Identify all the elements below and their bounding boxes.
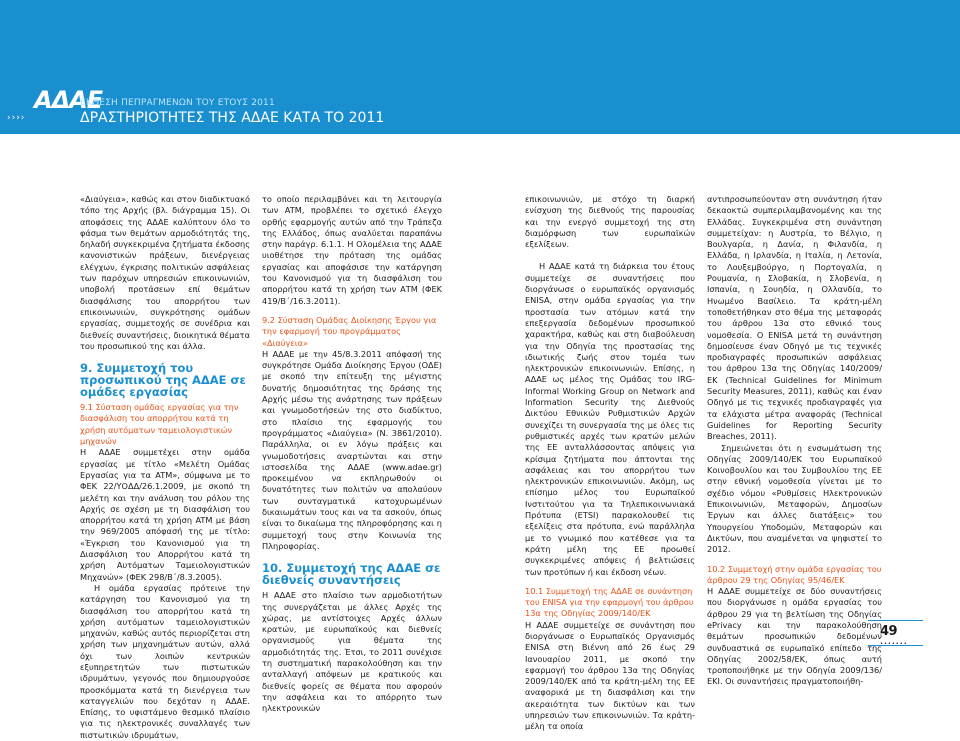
text-column-2 bbox=[262, 194, 442, 714]
page-header bbox=[0, 0, 960, 134]
paragraph: Η ομάδα εργασίας πρότεινε την κατάργηση του Κανονισμού για τη διασφάλιση του απορρήτου κατά τη χρήση αυτόματων ταμειολογιστικών μηχανών, καθώς αυτός περιορίζεται στη χρήση των μηχανημάτων αυτών, αλλά όχι των λοιπών κεντρικών εξυπηρετητών των πιστωτικών ιδρυμάτων, γεγονός που δημιουργούσε προσκόμματα κατά τη διενέργεια των καταγγελιών που δεχόταν η ΑΔΑΕ. Επίσης, το υφιστάμενο θεσμικό πλαίσιο για τις ηλεκτρονικές συναλλαγές των πιστωτικών ιδρυμάτων, bbox=[80, 582, 250, 740]
paragraph: «Διαύγεια», καθώς και στον διαδικτυακό τόπο της Αρχής (βλ. διάγραμμα 15). Οι αποφάσεις της ΑΔΑΕ καλύπτουν όλο το φάσμα των θεμάτων αρμοδιότητάς της, δηλαδή συγκεκριμένα ζητήματα έκδοσης κανονιστικών πράξεων, διενέργειας ελέγχων, έγκρισης πολιτικών ασφάλειας των παρόχων υπηρεσιών επικοινωνιών, υποβολή προτάσεων επί θεμάτων διασφάλισης του απορρήτου των επικοινωνιών, συγκρότησης ομάδων εργασίας, συμμετοχής σε συνέδρια και διεθνείς συναντήσεις, διοικητικά θέματα του προσωπικού της και άλλα. bbox=[80, 194, 251, 351]
paragraph: Η ΑΔΑΕ συμμετείχε σε συνάντηση που διοργάνωσε ο Ευρωπαϊκός Οργανισμός ENISA στη Βιέννη από 26 έως 29 Ιανουαρίου 2011, με σκοπό την εφαρμογή του άρθρου 13α της Οδηγίας 2009/140/ΕΚ από τα κράτη-μέλη της ΕΕ αναφορικά με τη διασφάλιση και την ακεραιότητα των δικτύων και των υπηρεσιών των επικοινωνιών. Τα κράτη-μέλη τα οποία bbox=[525, 619, 695, 732]
adae-logo: ΑΔΑΕ bbox=[34, 86, 103, 114]
paragraph: αντιπροσωπεύονταν στη συνάντηση ήταν δεκαοκτώ συμπεριλαμβανομένης και της Ελλάδας. Συγκεκριμένα στη συνάντηση συμμετείχαν: η Αυστρία, το Βέλγιο, η Βουλγαρία, η Δανία, η Φιλανδία, η Ελλάδα, η Ιρλανδία, η Ιταλία, η Λετονία, το Λουξεμβούργο, η Πορτογαλία, η Ρουμανία, η Σλοβακία, η Σλοβενία, η Ισπανία, η Σουηδία, η Ολλανδία, το Ηνωμένο Βασίλειο. Τα κράτη-μέλη τοποθετήθηκαν στο θέμα της μεταφοράς του άρθρου 13α στο εθνικό τους νομοθεσία. Ο ENISA μετά τη συνάντηση δημοσίευσε έναν Οδηγό με τις τεχνικές προδιαγραφές προσωπικών ασφάλειας του άρθρου 13α της Οδηγίας 140/2009/ΕΚ (Technical Guidelines for Minimum Security Measures, 2011), καθώς και έναν Οδηγό με τις τεχνικές προδιαγραφές για τα ελάχιστα μέτρα αναφοράς (Technical Guidelines for Reporting Security Breaches, 2011). bbox=[707, 194, 882, 442]
paragraph: Σημειώνεται ότι η ενσωμάτωση της Οδηγίας 2009/140/ΕΚ του Ευρωπαϊκού Κοινοβουλίου και του Συμβουλίου της ΕΕ στην εθνική νομοθεσία γίνεται με το σχέδιο νόμου «Ρυθμίσεις Ηλεκτρονικών Επικοινωνιών, Μεταφορών, Δημοσίων Έργων και άλλες διατάξεις» του Υπουργείου Υποδομών, Μεταφορών και Δικτύων, που αναμένεται να ψηφιστεί το 2012. bbox=[707, 442, 882, 555]
chevron-right-icon: ›››› bbox=[7, 113, 26, 123]
section-heading-10: 10. Συμμετοχή της ΑΔΑΕ σε διεθνείς συναντήσεις bbox=[262, 561, 441, 588]
paragraph: Η ΑΔΑΕ με την 45/8.3.2011 απόφασή της συγκρότησε Ομάδα Διοίκησης Έργου (ΟΔΕ) με σκοπό την επίτευξη της μέγιστης δυνατής δημοσιότητας της δράσης της Αρχής μέσω της ανάρτησης των πράξεων και γνωμοδοτήσεών της στο διαδίκτυο, στο πλαίσιο της εφαρμογής του προγράμματος «Διαύγεια» (Ν. 3861/2010). Παράλληλα, οι εν λόγω πράξεις και γνωμοδοτήσεις αναρτώνται και στην ιστοσελίδα της ΑΔΑΕ (www.adae.gr) προκειμένου να εκπληρωθούν οι δυνατότητες των πολιτών να απολαύουν των συνταγματικά κατοχυρωμένων δικαιωμάτων τους και να τα ασκούν, όπως είναι το δικαίωμα της πληροφόρησης και η συμμετοχή τους στην Κοινωνία της Πληροφορίας. bbox=[262, 348, 442, 551]
paragraph: το οποίο περιλαμβάνει και τη λειτουργία των ATM, προβλέπει το σχετικό έλεγχο ορθής εφαρμογής αυτών από την Τράπεζα της Ελλάδος, όπως αναλύεται παραπάνω στην παράγρ. 6.1.1. Η Ολομέλεια της ΑΔΑΕ υιοθέτησε την πρόταση της ομάδας εργασίας και αποφάσισε την κατάργηση του Κανονισμού για τη διασφάλιση του απορρήτου κατά τη χρήση των ΑΤΜ (ΦΕΚ 419/Β΄/16.3.2011). bbox=[262, 194, 442, 306]
paragraph: επικοινωνιών, με στόχο τη διαρκή ενίσχυση της διεθνούς της παρουσίας και την ενεργό συμμετοχή της στη διαμόρφωση των ευρωπαϊκών εξελίξεων. bbox=[525, 194, 695, 250]
subsection-heading-9-1: 9.1 Σύσταση ομάδας εργασίας για την διασφάλιση του απορρήτου κατά τη χρήση αυτόματων ταμειολογιστικών μηχανών bbox=[80, 402, 239, 447]
text-column-3 bbox=[525, 194, 695, 733]
section-title: ΔΡΑΣΤΗΡΙΟΤΗΤΕΣ ΤΗΣ ΑΔΑΕ ΚΑΤΑ ΤΟ 2011 bbox=[80, 110, 385, 126]
report-subtitle: ΕΚΘΕΣΗ ΠΕΠΡΑΓΜΕΝΩΝ ΤΟΥ ΕΤΟΥΣ 2011 bbox=[80, 98, 275, 108]
section-heading-9: 9. Συμμετοχή του προσωπικού της ΑΔΑΕ σε ομάδες εργασίας bbox=[80, 361, 246, 400]
paragraph: Η ΑΔΑΕ στο πλαίσιο των αρμοδιοτήτων της συνεργάζεται με άλλες Αρχές της χώρας, με αντίστοιχες Αρχές άλλων κρατών, με ευρωπαϊκούς και διεθνείς οργανισμούς για θέματα της αρμοδιότητάς της. Έτσι, το 2011 συνέχισε τη συστηματική παρακολούθηση και την ανταλλαγή απόψεων με κρατικούς και διεθνείς φορείς σε θέματα που αφορούν την ασφάλεια και το απόρρητο των ηλεκτρονικών bbox=[262, 590, 442, 714]
page-number: 49 bbox=[880, 624, 898, 639]
paragraph: Η ΑΔΑΕ κατά τη διάρκεια του έτους συμμετείχε σε συναντήσεις που διοργάνωσε ο ευρωπαϊκός οργανισμός ENISA, στην ομάδα εργασίας για την προστασία των ατόμων κατά την επεξεργασία δεδομένων προσωπικού χαρακτήρα, καθώς και στη διαβούλευση για την Οδηγία της προστασίας της ιδιωτικής ζωής στον τομέα των ηλεκτρονικών επικοινωνιών. Επίσης, η ΑΔΑΕ ως μέλος της Ομάδας του IRG-Informal Working Group on Network and Information Security της Διεθνούς Δικτύου Εθνικών Ρυθμιστικών Αρχών συνεχίζει τη συνεργασία της με όλες τις ρυθμιστικές αρχές των κρατών μελών της ΕΕ ανταλλάσσοντας απόψεις για κρίσιμα ζητήματα που άπτονται της ασφάλειας και του απορρήτου των ηλεκτρονικών επικοινωνιών. Ακόμη, ως επίσημο μέλος του Ευρωπαϊκού Ινστιτούτου για τα Τηλεπικοινωνιακά Πρότυπα (ETSI) παρακολουθεί τις εξελίξεις στα πρότυπα, ενώ παράλληλα με το γνωμικό που κατέθεσε για τα κράτη μέλη της ΕΕ προωθεί συγκεκριμένες απόψεις ή βελτιώσεις των προτύπων ή και έκδοση νέων. bbox=[525, 261, 695, 577]
page-dots: ••••••• bbox=[880, 641, 908, 647]
subsection-heading-9-2: 9.2 Σύσταση Ομάδας Διοίκησης Έργου για την εφαρμογή του προγράμματος «Διαύγεια» bbox=[262, 314, 437, 348]
paragraph: Η ΑΔΑΕ συμμετέχει στην ομάδα εργασίας με τίτλο «Μελέτη Ομάδας Εργασίας για τα ATM», σύμφωνα με το ΦΕΚ 22/ΥΟΔΔ/26.1.2009, με σκοπό τη μελέτη και την ανάλυση του ρόλου της Αρχής σε σχέση με τη διασφάλιση του απορρήτου κατά τη χρήση ATM με βάση την 969/2005 απόφασή της με τίτλο: «Έγκριση του Κανονισμού για τη Διασφάλιση του Απορρήτου κατά τη χρήση Αυτόματων Ταμειολογιστικών Μηχανών» (ΦΕΚ 298/Β΄/8.3.2005). bbox=[80, 447, 250, 582]
subsection-heading-10-2: 10.2 Συμμετοχή στην ομάδα εργασίας του άρθρου 29 της Οδηγίας 95/46/ΕΚ bbox=[707, 563, 882, 585]
text-column-4 bbox=[707, 194, 882, 688]
paragraph: Η ΑΔΑΕ συμμετείχε σε δύο συναντήσεις που διοργάνωσε η ομάδα εργασίας του άρθρου 29 για τη βελτίωση της Οδηγίας ePrivacy και την παρακολούθηση θεμάτων προσωπικών δεδομένων συνδυαστικά σε ευρωπαϊκό επίπεδο της Οδηγίας 2002/58/ΕΚ, όπως αυτή τροποποιήθηκε με την Οδηγία 2009/136/ΕΚΙ. Οι συναντήσεις πραγματοποιήθη- bbox=[707, 586, 882, 687]
text-column-1 bbox=[80, 194, 250, 741]
subsection-heading-10-1: 10.1 Συμμετοχή της ΑΔΑΕ σε συνάντηση του ENISA για την εφαρμογή του άρθρου 13α της Οδηγίας 2009/140/ΕΚ bbox=[525, 585, 694, 619]
